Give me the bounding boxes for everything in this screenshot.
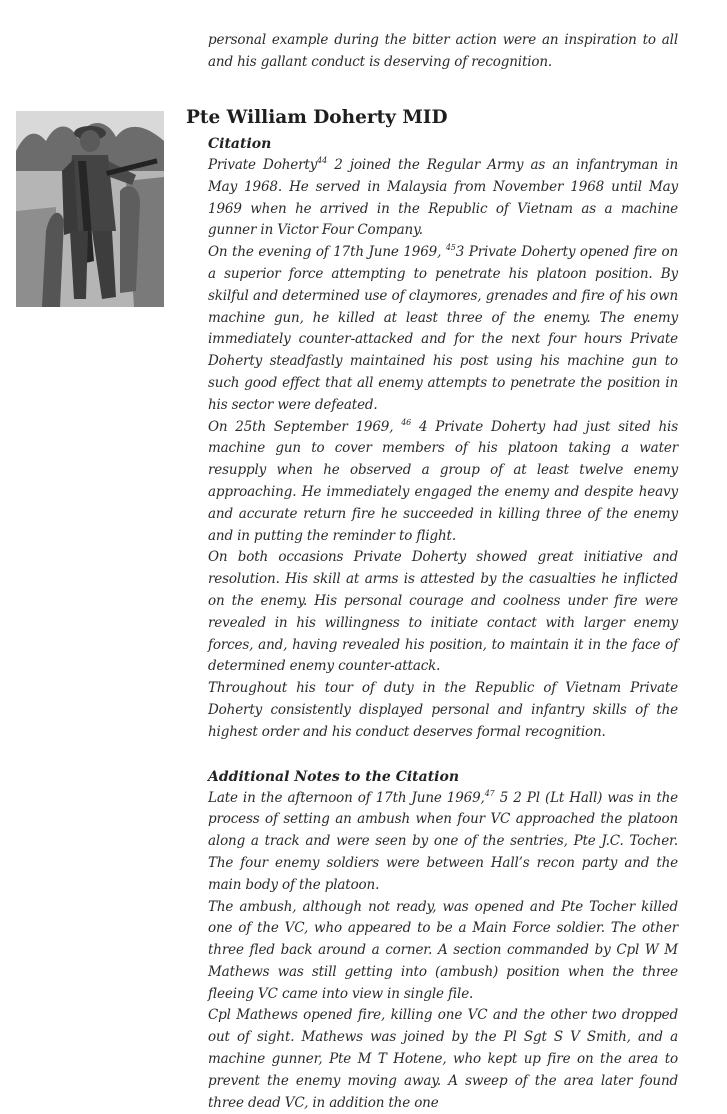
notes-title: Additional Notes to the Citation <box>208 768 459 785</box>
section-spacer <box>208 744 678 766</box>
notes-paragraph: The ambush, although not ready, was opened and Pte Tocher killed one of the VC, who appeared to be a Main Force soldier. The other three fled back around a corner. A section commanded by Cpl W M Mathews was still getting into (ambush) position when the three fleeing VC came into view in single file. <box>208 898 678 1002</box>
footnote-ref[interactable]: 46 <box>401 417 412 427</box>
section-heading: Pte William Doherty MID <box>186 107 448 128</box>
footnote-ref[interactable]: 45 <box>445 243 456 253</box>
footnote-ref[interactable]: 44 <box>317 156 328 165</box>
citation-paragraph: On 25th September 1969, $^{46}$ 4 Private Doherty had just sited his machine gun to cover members of his platoon taking a water resupply when he observed a group of at least twelve enemy approaching. He immediately engaged the enemy and despite heavy and accurate return fire he succeeded in killing three of the enemy and in putting the reminder to flight. <box>208 417 679 544</box>
soldier-photo <box>16 111 164 307</box>
citation-title: Citation <box>208 136 272 152</box>
citation-paragraph: On the evening of 17th June 1969, $^{45}$3 Private Doherty opened fire on a superior force attempting to penetrate his platoon position. By skilful and determined use of claymores, grenades and fire of his own machine gun, he killed at least three of the enemy. The enemy immediately counter-attacked and for the next four hours Private Doherty steadfastly maintained his post using his machine gun to such good effect that all enemy attempts to penetrate the position in his sector were defeated. <box>208 243 678 413</box>
citation-paragraph: Private Doherty$^{44}$ 2 joined the Regular Army as an infantryman in May 1968. He served in Malaysia from November 1968 until May 1969 when he arrived in the Republic of Vietnam as a machine gunner in Victor Four Company. <box>208 156 678 239</box>
citation-paragraph: On both occasions Private Doherty showed great initiative and resolution. His skill at arms is attested by the casualties he inflicted on the enemy. His personal courage and coolness under fire were revealed in his willingness to initiate contact with larger enemy forces, and, having revealed his position, to maintain it in the face of determined enemy counter-attack. <box>208 549 678 675</box>
notes-paragraph: Cpl Mathews opened fire, killing one VC and the other two dropped out of sight. Mathews was joined by the Pl Sgt S V Smith, and a machine gunner, Pte M T Hotene, who kept up fire on the area to prevent the enemy moving away. A sweep of the area later found three dead VC, in addition the one <box>208 1007 678 1111</box>
footnote-ref[interactable]: 47 <box>484 788 495 798</box>
notes-paragraph: Late in the afternoon of 17th June 1969,47 5 2 Pl (Lt Hall) was in the process of setting an ambush when four VC approached the platoon along a track and were seen by one of the sentries, Pte J.C. Tocher. The four enemy soldiers were between Hall’s recon party and the main body of the platoon. <box>208 788 678 893</box>
intro-paragraph: personal example during the bitter action were an inspiration to all and his gallant conduct is deserving of recognition. <box>208 32 678 70</box>
citation-article <box>208 133 678 1114</box>
citation-paragraph: Throughout his tour of duty in the Republic of Vietnam Private Doherty consistently displayed personal and infantry skills of the highest order and his conduct deserves formal recognition. <box>208 680 678 740</box>
